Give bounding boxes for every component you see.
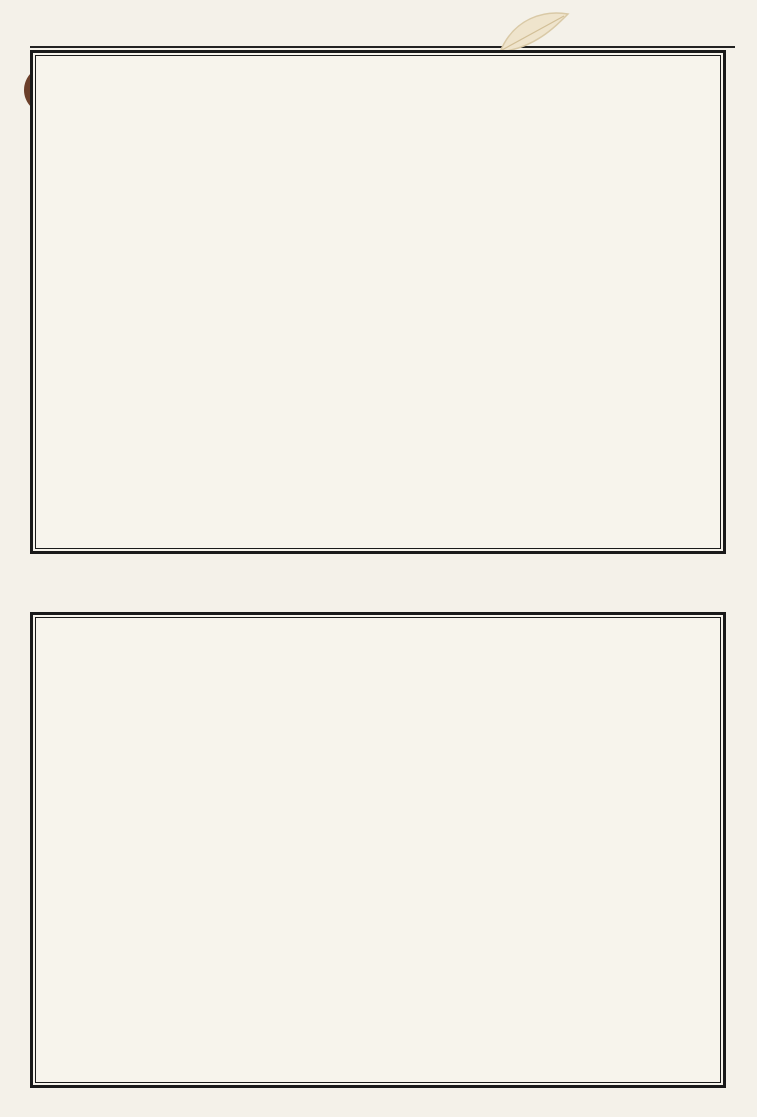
header-rule (30, 46, 735, 48)
contents-page (30, 612, 726, 1088)
running-header (0, 0, 757, 46)
page-gap (0, 565, 757, 603)
preface-page (30, 50, 726, 554)
